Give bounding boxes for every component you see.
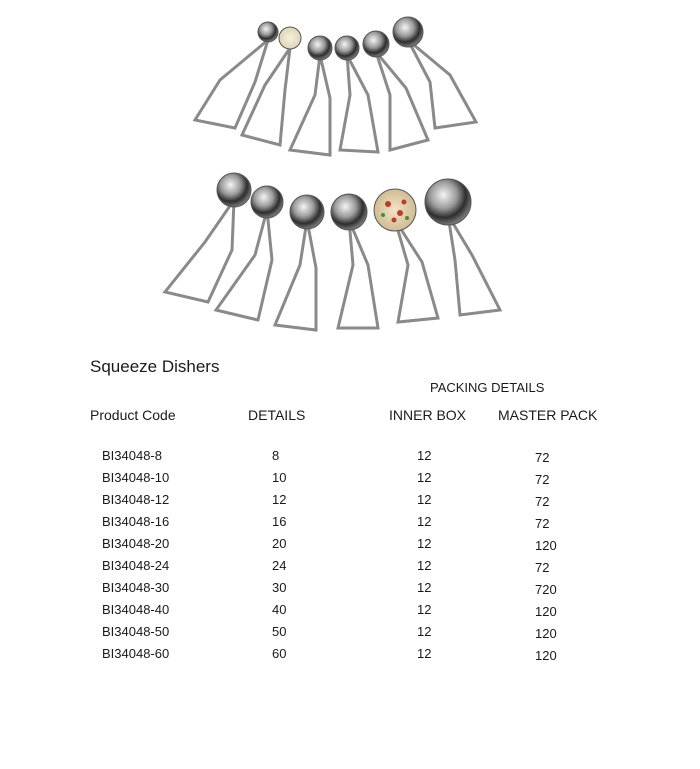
product-code-cell: BI34048-10 — [102, 470, 170, 485]
inner-box-cell: 12 — [417, 492, 432, 507]
inner-box-cell: 12 — [417, 514, 432, 529]
master-pack-cell: 120 — [535, 626, 557, 641]
master-pack-cell: 72 — [535, 450, 550, 465]
product-code-cell: BI34048-30 — [102, 580, 170, 595]
product-table — [0, 448, 700, 668]
details-cell: 50 — [272, 624, 287, 639]
details-cell: 8 — [272, 448, 280, 463]
product-code-cell: BI34048-60 — [102, 646, 170, 661]
product-code-cell: BI34048-12 — [102, 492, 170, 507]
inner-box-cell: 12 — [417, 470, 432, 485]
master-pack-cell: 120 — [535, 648, 557, 663]
inner-box-cell: 12 — [417, 602, 432, 617]
table-row — [0, 514, 700, 536]
packing-details-header: PACKING DETAILS — [430, 380, 545, 395]
master-pack-cell: 72 — [535, 560, 550, 575]
inner-box-cell: 12 — [417, 558, 432, 573]
table-row — [0, 602, 700, 624]
column-header-master-pack: MASTER PACK — [498, 407, 598, 423]
column-header-product-code: Product Code — [90, 407, 176, 423]
product-code-cell: BI34048-24 — [102, 558, 170, 573]
master-pack-cell: 120 — [535, 604, 557, 619]
details-cell: 10 — [272, 470, 287, 485]
details-cell: 24 — [272, 558, 287, 573]
product-code-cell: BI34048-16 — [102, 514, 170, 529]
details-cell: 30 — [272, 580, 287, 595]
product-code-cell: BI34048-50 — [102, 624, 170, 639]
product-photo — [150, 10, 510, 345]
master-pack-cell: 720 — [535, 582, 557, 597]
table-row — [0, 646, 700, 668]
page-title: Squeeze Dishers — [90, 357, 220, 376]
column-header-details: DETAILS — [248, 407, 306, 423]
inner-box-cell: 12 — [417, 536, 432, 551]
inner-box-cell: 12 — [417, 580, 432, 595]
details-cell: 12 — [272, 492, 287, 507]
table-row — [0, 624, 700, 646]
table-row — [0, 536, 700, 558]
details-cell: 16 — [272, 514, 287, 529]
table-row — [0, 492, 700, 514]
inner-box-cell: 12 — [417, 624, 432, 639]
product-code-cell: BI34048-40 — [102, 602, 170, 617]
table-row — [0, 470, 700, 492]
details-cell: 60 — [272, 646, 287, 661]
table-row — [0, 448, 700, 470]
table-row — [0, 558, 700, 580]
master-pack-cell: 72 — [535, 472, 550, 487]
master-pack-cell: 120 — [535, 538, 557, 553]
master-pack-cell: 72 — [535, 494, 550, 509]
product-code-cell: BI34048-8 — [102, 448, 162, 463]
column-header-inner-box: INNER BOX — [389, 407, 467, 423]
table-row — [0, 580, 700, 602]
inner-box-cell: 12 — [417, 448, 432, 463]
details-cell: 40 — [272, 602, 287, 617]
master-pack-cell: 72 — [535, 516, 550, 531]
inner-box-cell: 12 — [417, 646, 432, 661]
product-code-cell: BI34048-20 — [102, 536, 170, 551]
details-cell: 20 — [272, 536, 287, 551]
